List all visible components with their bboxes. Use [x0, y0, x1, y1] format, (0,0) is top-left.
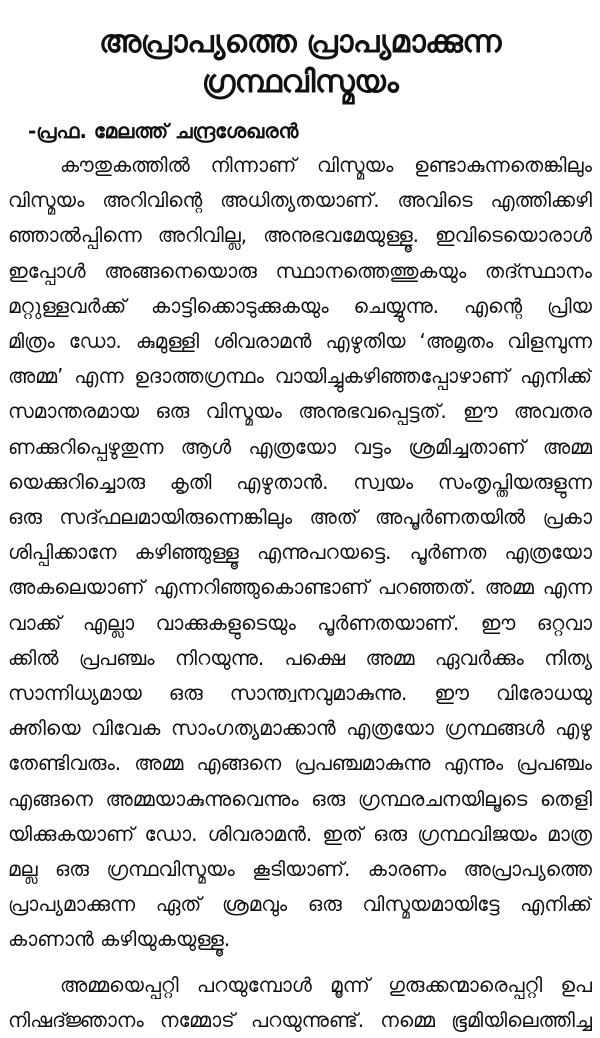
paragraph-line: യിക്കുകയാണ് ഡോ. ശിവരാമൻ. ഇത് ഒരു ഗ്രന്ഥവിജയം മാത്ര — [8, 821, 592, 846]
paragraph-line: ക്കിൽ പ്രപഞ്ചം നിറയുന്നു. പക്ഷെ അമ്മ ഏവർക്കും നിത്യ — [8, 645, 592, 670]
paragraph-line: ശിപ്പിക്കാനേ കഴിഞ്ഞുള്ളൂ എന്നുപറയട്ടെ. പൂർണത എത്രയോ — [8, 540, 592, 565]
paragraph-line: പ്രാപ്യമാക്കുന്ന ഏത് ശ്രമവും ഒരു വിസ്മയമായിട്ടേ എനിക്ക് — [8, 892, 592, 917]
paragraph-line: കൗതുകത്തിൽ നിന്നാണ് വിസ്മയം ഉണ്ടാകുന്നതെങ്കിലും — [60, 153, 592, 177]
body-paragraph-2 — [8, 968, 592, 1038]
paragraph-line: മല്ല ഒരു ഗ്രന്ഥവിസ്മയം കൂടിയാണ്. കാരണം അപ്രാപ്യത്തെ — [8, 857, 592, 882]
article-title-line-2: ഗ്രന്ഥവിസ്മയം — [201, 64, 399, 100]
paragraph-line: ക്തിയെ വിവേക സാംഗത്യമാക്കാൻ എത്രയോ ഗ്രന്ഥങ്ങൾ എഴു — [8, 716, 592, 741]
paragraph-line: മറ്റുള്ളവർക്ക് കാട്ടിക്കൊടുക്കുകയും ചെയ്യുന്നു. എന്റെ പ്രിയ — [8, 293, 592, 318]
paragraph-line: അമ്മയെപ്പറ്റി പറയുമ്പോൾ മൂന്ന് ഗുരുക്കന്മാരെപ്പറ്റി ഉപ — [60, 972, 592, 997]
paragraph-line: ഇപ്പോൾ അങ്ങനെയൊരു സ്ഥാനത്തെത്തുകയും തദ്സ്ഥാനം — [8, 258, 592, 283]
article-title-line-1: അപ്രാപ്യത്തെ പ്രാപ്യമാക്കുന്ന — [98, 24, 501, 60]
paragraph-line: വാക്ക് എല്ലാ വാക്കുകളുടെയും പൂർണതയാണ്. ഈ ഒറ്റവാ — [8, 610, 592, 635]
paragraph-line: വിസ്മയം അറിവിന്റെ അധിത്യതയാണ്. അവിടെ എത്തിക്കഴി — [8, 188, 592, 213]
paragraph-line: അകലെയാണ് എന്നറിഞ്ഞുകൊണ്ടാണ് പറഞ്ഞത്. അമ്മ എന്ന — [8, 575, 592, 600]
paragraph-line: യെക്കുറിച്ചൊരു കൃതി എഴുതാൻ. സ്വയം സംതൃപ്തിയരുളുന്ന — [8, 469, 592, 494]
paragraph-spacer — [8, 958, 592, 968]
paragraph-line: നിഷദ്ജ്ഞാനം നമ്മോട് പറയുന്നുണ്ട്. നമ്മെ ഭൂമിയിലെത്തിച്ച — [8, 1007, 592, 1032]
paragraph-line: എങ്ങനെ അമ്മയാകുന്നുവെന്നും ഒരു ഗ്രന്ഥരചനയിലൂടെ തെളി — [8, 786, 592, 811]
article-author: -പ്രഫ. മേലത്ത് ചന്ദ്രശേഖരൻ — [28, 119, 299, 143]
paragraph-line: ഒരു സദ്ഫലമായിരുന്നെങ്കിലും അത് അപൂർണതയിൽ പ്രകാ — [8, 505, 592, 530]
paragraph-line: ണക്കുറിപ്പെഴുതുന്ന ആൾ എത്രയോ വട്ടം ശ്രമിച്ചതാണ് അമ്മ — [8, 434, 592, 459]
paragraph-line: അമ്മ’ എന്ന ഉദാത്തഗ്രന്ഥം വായിച്ചുകഴിഞ്ഞപ്പോഴാണ് എനിക്ക് — [8, 364, 592, 389]
paragraph-line: സമാന്തരമായ ഒരു വിസ്മയം അനുഭവപ്പെട്ടത്. ഈ അവതര — [8, 399, 592, 424]
paragraph-line: ഞ്ഞാൽപ്പിന്നെ അറിവില്ല, അനുഭവമേയുള്ളൂ. ഇവിടെയൊരാൾ — [8, 223, 592, 248]
paragraph-line: തേണ്ടിവരും. അമ്മ എങ്ങനെ പ്രപഞ്ചമാകുന്നു എന്നും പ്രപഞ്ചം — [8, 751, 592, 776]
body-paragraph-1 — [8, 148, 592, 958]
paragraph-line: സാന്നിധ്യമായ ഒരു സാന്ത്വനവുമാകുന്നു. ഈ വിരോധയു — [8, 681, 592, 706]
paragraph-line: കാണാൻ കഴിയുകയുള്ളൂ. — [8, 927, 231, 952]
article-title — [8, 22, 592, 102]
paragraph-line: മിത്രം ഡോ. കുമുള്ളി ശിവരാമൻ എഴുതിയ ‘അമൃതം വിളമ്പുന്ന — [8, 329, 592, 354]
